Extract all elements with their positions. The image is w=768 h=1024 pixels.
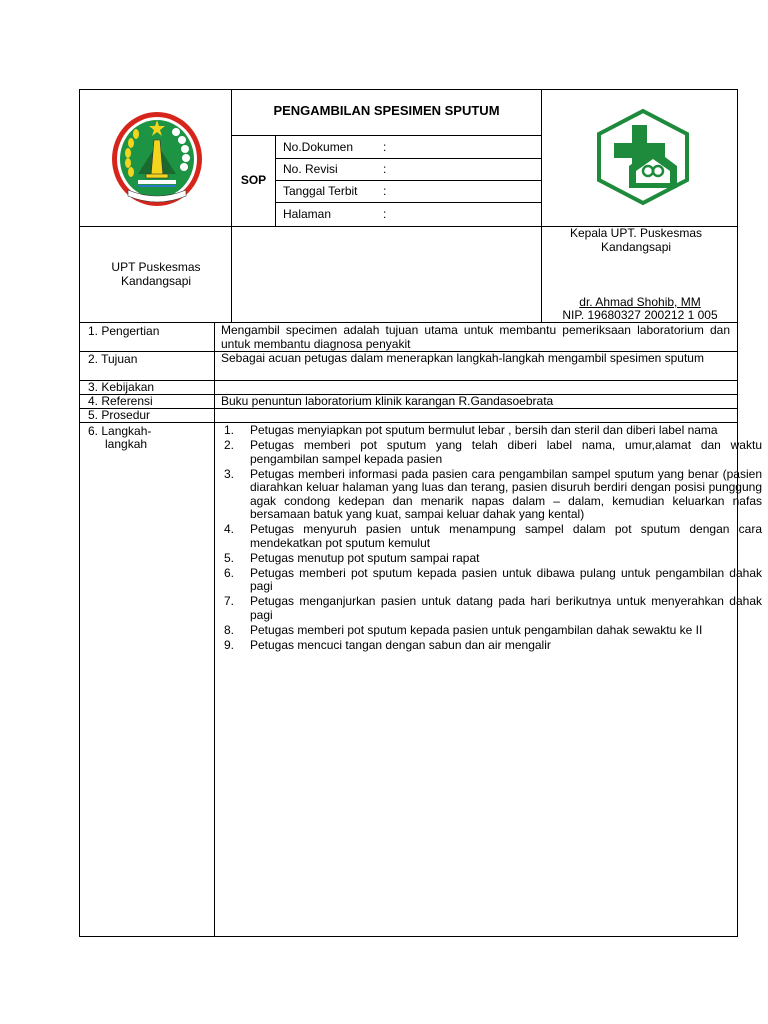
label-prosedur: 5. Prosedur <box>88 408 151 422</box>
label-langkah: 6. Langkah- <box>88 424 152 438</box>
step-number: 4. <box>224 522 235 536</box>
step-number: 7. <box>224 594 235 608</box>
step-number: 2. <box>224 438 235 452</box>
divider <box>79 408 738 409</box>
step-text: Petugas menyiapkan pot sputum bermulut lebar , bersih dan steril dan diberi label nama <box>250 423 718 437</box>
procedure-steps <box>218 424 762 654</box>
divider <box>541 89 542 322</box>
label-pengertian: 1. Pengertian <box>88 324 160 338</box>
list-item <box>224 594 762 622</box>
head-nip: NIP. 19680327 200212 1 005 <box>562 308 718 322</box>
list-item <box>224 438 762 466</box>
label-referensi: 4. Referensi <box>88 394 153 408</box>
field-colon: : <box>383 207 387 221</box>
regional-seal-logo <box>110 110 204 208</box>
step-text: Petugas memberi pot sputum yang telah diberi label nama, umur,alamat dan waktu pengambilan sampel kepada pasien <box>250 438 762 466</box>
field-halaman: Halaman <box>283 207 332 221</box>
step-text: Petugas menutup pot sputum sampai rapat <box>250 550 480 565</box>
divider <box>79 380 738 381</box>
step-number: 1. <box>224 423 235 437</box>
step-text: Petugas menyuruh pasien untuk menampung sampel dalam pot sputum dengan cara mendekatkan pot sputum kemulut <box>250 522 762 550</box>
divider <box>231 135 541 136</box>
field-no-revisi: No. Revisi <box>283 162 338 176</box>
divider <box>275 180 541 181</box>
divider <box>275 135 276 226</box>
list-item <box>224 466 762 522</box>
list-item <box>224 550 762 566</box>
tujuan-text: Sebagai acuan petugas dalam menerapkan langkah-langkah mengambil spesimen sputum <box>221 351 704 365</box>
list-item <box>224 622 762 638</box>
field-colon: : <box>383 162 387 176</box>
referensi-text: Buku penuntun laboratorium klinik karangan R.Gandasoebrata <box>221 394 554 408</box>
field-no-dokumen: No.Dokumen <box>283 140 354 154</box>
document-title: PENGAMBILAN SPESIMEN SPUTUM <box>273 103 500 118</box>
field-tanggal-terbit: Tanggal Terbit <box>283 184 358 198</box>
step-text: Petugas memberi pot sputum kepada pasien untuk pengambilan dahak sewaktu ke II <box>250 622 703 637</box>
field-colon: : <box>383 140 387 154</box>
label-langkah-cont: langkah <box>105 437 148 451</box>
step-number: 3. <box>224 466 235 481</box>
step-text: Petugas memberi pot sputum kepada pasien untuk dibawa pulang untuk pengambilan dahak pagi <box>250 565 762 593</box>
list-item <box>224 637 762 653</box>
list-item <box>224 522 762 550</box>
field-colon: : <box>383 184 387 198</box>
step-number: 8. <box>224 622 235 637</box>
label-kebijakan: 3. Kebijakan <box>88 380 155 394</box>
pengertian-text: Mengambil specimen adalah tujuan utama untuk membantu pemeriksaan laboratorium dan untuk membantu diagnosa penyakit <box>221 323 730 351</box>
head-title: Kepala UPT. Puskesmas Kandangsapi <box>569 226 703 254</box>
step-number: 9. <box>224 637 235 652</box>
divider <box>231 89 232 322</box>
divider <box>275 158 541 159</box>
unit-name: UPT Puskesmas Kandangsapi <box>111 260 201 288</box>
label-tujuan: 2. Tujuan <box>88 352 138 366</box>
head-name: dr. Ahmad Shohib, MM <box>579 295 701 309</box>
step-number: 5. <box>224 550 235 565</box>
puskesmas-logo <box>595 108 691 206</box>
step-number: 6. <box>224 565 235 580</box>
sop-label: SOP <box>240 173 267 187</box>
list-item <box>224 423 762 438</box>
divider <box>275 202 541 203</box>
list-item <box>224 565 762 594</box>
divider <box>214 322 215 937</box>
step-text: Petugas mencuci tangan dengan sabun dan air mengalir <box>250 637 551 652</box>
step-text: Petugas memberi informasi pada pasien cara pengambilan sampel sputum yang benar (pasien diarahkan keluar halaman yang luas dan terang, pasien disuruh berdiri dengan posisi punggung agak condong kedepan dan menarik napas dalam – dalam, kemudian keluarkan nafas bersamaan batuk yang kuat, sampai keluar dahak yang kental) <box>250 466 762 521</box>
step-text: Petugas menganjurkan pasien untuk datang pada hari berikutnya untuk menyerahkan dahak pagi <box>250 594 762 622</box>
